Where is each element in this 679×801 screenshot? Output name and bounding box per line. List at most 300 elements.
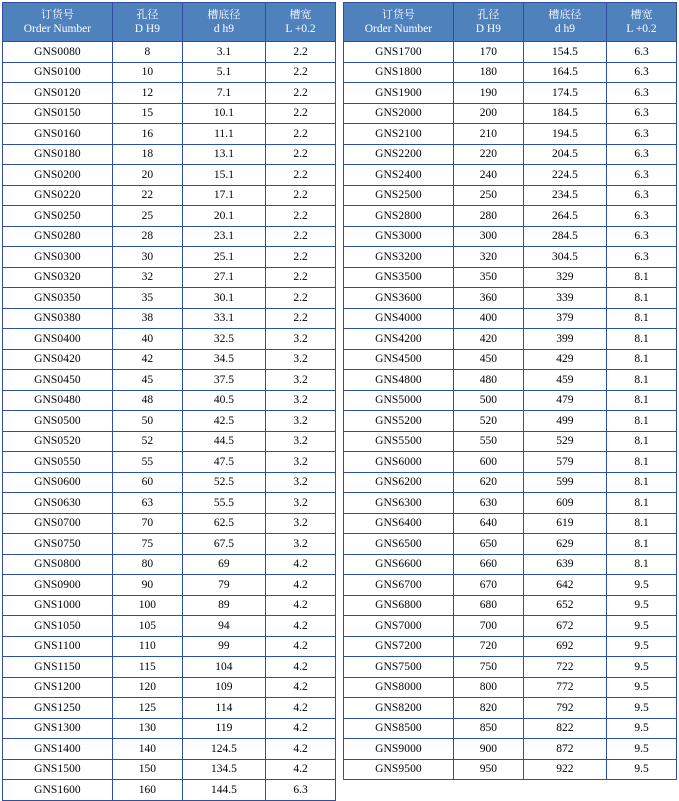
cell-groove-diameter: 922 [523, 759, 606, 780]
cell-bore: 60 [112, 472, 182, 493]
cell-groove-width: 4.2 [266, 739, 336, 760]
cell-order-number: GNS4000 [344, 308, 454, 329]
table-row [344, 534, 677, 555]
cell-groove-diameter: 629 [523, 534, 606, 555]
cell-groove-diameter: 144.5 [182, 780, 265, 801]
cell-order-number: GNS5500 [344, 431, 454, 452]
cell-bore: 450 [453, 349, 523, 370]
table-row [344, 144, 677, 165]
cell-bore: 12 [112, 83, 182, 104]
cell-order-number: GNS4500 [344, 349, 454, 370]
right-table-wrapper [343, 2, 677, 776]
cell-groove-diameter: 40.5 [182, 390, 265, 411]
cell-order-number: GNS0280 [3, 226, 113, 247]
cell-order-number: GNS6800 [344, 595, 454, 616]
table-row [3, 247, 336, 268]
cell-groove-diameter: 184.5 [523, 103, 606, 124]
table-row [3, 636, 336, 657]
spec-table-right [343, 2, 677, 780]
cell-bore: 640 [453, 513, 523, 534]
cell-bore: 820 [453, 698, 523, 719]
cell-groove-diameter: 379 [523, 308, 606, 329]
column-header-bore-cn: 孔径 [477, 7, 500, 21]
cell-groove-diameter: 104 [182, 657, 265, 678]
cell-bore: 660 [453, 554, 523, 575]
cell-groove-diameter: 52.5 [182, 472, 265, 493]
column-header-order-number-en: Order Number [23, 22, 92, 35]
table-row [3, 452, 336, 473]
cell-groove-width: 3.2 [266, 493, 336, 514]
cell-bore: 80 [112, 554, 182, 575]
cell-groove-width: 8.1 [607, 534, 677, 555]
table-row [344, 595, 677, 616]
table-row [344, 575, 677, 596]
cell-groove-diameter: 609 [523, 493, 606, 514]
cell-order-number: GNS1800 [344, 62, 454, 83]
cell-groove-diameter: 722 [523, 657, 606, 678]
table-row [3, 288, 336, 309]
cell-groove-diameter: 47.5 [182, 452, 265, 473]
cell-groove-diameter: 23.1 [182, 226, 265, 247]
cell-groove-diameter: 62.5 [182, 513, 265, 534]
column-header-groove-diameter-cn: 槽底径 [207, 7, 241, 21]
table-row [344, 739, 677, 760]
cell-bore: 22 [112, 185, 182, 206]
cell-groove-diameter: 7.1 [182, 83, 265, 104]
cell-groove-diameter: 25.1 [182, 247, 265, 268]
cell-bore: 40 [112, 329, 182, 350]
cell-groove-width: 9.5 [607, 759, 677, 780]
table-header-row [3, 3, 336, 42]
cell-groove-diameter: 399 [523, 329, 606, 350]
cell-groove-width: 4.2 [266, 636, 336, 657]
cell-groove-width: 3.2 [266, 431, 336, 452]
cell-order-number: GNS0120 [3, 83, 113, 104]
cell-bore: 680 [453, 595, 523, 616]
cell-groove-width: 3.2 [266, 349, 336, 370]
cell-order-number: GNS0750 [3, 534, 113, 555]
cell-bore: 50 [112, 411, 182, 432]
cell-order-number: GNS1200 [3, 677, 113, 698]
table-row [3, 206, 336, 227]
cell-order-number: GNS1600 [3, 780, 113, 801]
cell-groove-diameter: 872 [523, 739, 606, 760]
cell-bore: 240 [453, 165, 523, 186]
cell-groove-diameter: 15.1 [182, 165, 265, 186]
cell-groove-width: 6.3 [607, 206, 677, 227]
cell-bore: 220 [453, 144, 523, 165]
cell-groove-width: 2.2 [266, 206, 336, 227]
cell-groove-width: 2.2 [266, 308, 336, 329]
cell-groove-width: 8.1 [607, 472, 677, 493]
cell-order-number: GNS0420 [3, 349, 113, 370]
cell-order-number: GNS4800 [344, 370, 454, 391]
cell-groove-diameter: 459 [523, 370, 606, 391]
cell-groove-width: 4.2 [266, 698, 336, 719]
cell-bore: 35 [112, 288, 182, 309]
cell-groove-diameter: 119 [182, 718, 265, 739]
cell-bore: 620 [453, 472, 523, 493]
cell-groove-width: 8.1 [607, 513, 677, 534]
cell-groove-width: 9.5 [607, 677, 677, 698]
cell-bore: 75 [112, 534, 182, 555]
cell-order-number: GNS4200 [344, 329, 454, 350]
cell-bore: 140 [112, 739, 182, 760]
table-row [344, 431, 677, 452]
table-row [3, 698, 336, 719]
cell-groove-width: 9.5 [607, 636, 677, 657]
cell-bore: 42 [112, 349, 182, 370]
cell-groove-width: 4.2 [266, 657, 336, 678]
cell-groove-diameter: 164.5 [523, 62, 606, 83]
cell-groove-diameter: 89 [182, 595, 265, 616]
table-row [344, 718, 677, 739]
cell-order-number: GNS0300 [3, 247, 113, 268]
table-row [344, 554, 677, 575]
table-row [3, 349, 336, 370]
cell-order-number: GNS6300 [344, 493, 454, 514]
column-header-order-number-cn: 订货号 [40, 7, 74, 21]
cell-groove-width: 8.1 [607, 431, 677, 452]
cell-bore: 520 [453, 411, 523, 432]
cell-groove-width: 4.2 [266, 759, 336, 780]
cell-groove-width: 2.2 [266, 103, 336, 124]
table-row [3, 124, 336, 145]
cell-bore: 250 [453, 185, 523, 206]
table-row [3, 144, 336, 165]
cell-groove-width: 8.1 [607, 308, 677, 329]
right-table-body [344, 42, 677, 780]
cell-order-number: GNS0320 [3, 267, 113, 288]
cell-order-number: GNS6500 [344, 534, 454, 555]
cell-groove-diameter: 304.5 [523, 247, 606, 268]
table-row [3, 62, 336, 83]
cell-groove-width: 3.2 [266, 411, 336, 432]
table-row [344, 370, 677, 391]
cell-bore: 52 [112, 431, 182, 452]
cell-groove-width: 2.2 [266, 83, 336, 104]
cell-groove-diameter: 234.5 [523, 185, 606, 206]
cell-groove-diameter: 34.5 [182, 349, 265, 370]
cell-groove-diameter: 79 [182, 575, 265, 596]
cell-bore: 160 [112, 780, 182, 801]
cell-bore: 16 [112, 124, 182, 145]
table-row [344, 124, 677, 145]
table-row [344, 185, 677, 206]
cell-bore: 10 [112, 62, 182, 83]
cell-order-number: GNS6000 [344, 452, 454, 473]
cell-groove-diameter: 692 [523, 636, 606, 657]
table-row [3, 759, 336, 780]
cell-order-number: GNS0800 [3, 554, 113, 575]
cell-groove-width: 2.2 [266, 144, 336, 165]
table-row [3, 472, 336, 493]
cell-groove-width: 8.1 [607, 554, 677, 575]
table-row [344, 267, 677, 288]
cell-groove-diameter: 94 [182, 616, 265, 637]
table-row [3, 431, 336, 452]
cell-bore: 100 [112, 595, 182, 616]
cell-groove-diameter: 42.5 [182, 411, 265, 432]
cell-bore: 350 [453, 267, 523, 288]
cell-groove-diameter: 134.5 [182, 759, 265, 780]
cell-groove-width: 3.2 [266, 534, 336, 555]
cell-order-number: GNS6700 [344, 575, 454, 596]
cell-groove-width: 3.2 [266, 513, 336, 534]
table-row [344, 62, 677, 83]
cell-groove-diameter: 13.1 [182, 144, 265, 165]
column-header-bore-en: D H9 [475, 22, 501, 35]
cell-bore: 70 [112, 513, 182, 534]
table-row [344, 636, 677, 657]
cell-bore: 115 [112, 657, 182, 678]
cell-groove-width: 2.2 [266, 165, 336, 186]
cell-groove-diameter: 55.5 [182, 493, 265, 514]
table-row [344, 759, 677, 780]
cell-groove-width: 2.2 [266, 226, 336, 247]
cell-groove-diameter: 792 [523, 698, 606, 719]
cell-groove-width: 6.3 [607, 247, 677, 268]
cell-order-number: GNS6400 [344, 513, 454, 534]
cell-groove-diameter: 20.1 [182, 206, 265, 227]
column-header-bore-cn: 孔径 [136, 7, 159, 21]
cell-bore: 550 [453, 431, 523, 452]
cell-order-number: GNS8500 [344, 718, 454, 739]
cell-groove-diameter: 27.1 [182, 267, 265, 288]
cell-groove-width: 6.3 [607, 62, 677, 83]
cell-order-number: GNS0150 [3, 103, 113, 124]
cell-groove-width: 2.2 [266, 42, 336, 63]
cell-groove-width: 9.5 [607, 739, 677, 760]
cell-order-number: GNS0630 [3, 493, 113, 514]
cell-groove-width: 2.2 [266, 267, 336, 288]
column-header-groove-diameter [182, 3, 265, 42]
cell-groove-diameter: 204.5 [523, 144, 606, 165]
cell-bore: 750 [453, 657, 523, 678]
cell-order-number: GNS0480 [3, 390, 113, 411]
table-row [344, 83, 677, 104]
cell-groove-width: 8.1 [607, 370, 677, 391]
cell-groove-width: 9.5 [607, 595, 677, 616]
cell-groove-diameter: 67.5 [182, 534, 265, 555]
cell-groove-diameter: 69 [182, 554, 265, 575]
cell-groove-width: 3.2 [266, 472, 336, 493]
table-row [3, 267, 336, 288]
column-header-groove-width-cn: 槽宽 [630, 7, 653, 21]
cell-order-number: GNS1500 [3, 759, 113, 780]
table-row [3, 185, 336, 206]
cell-groove-width: 9.5 [607, 575, 677, 596]
cell-order-number: GNS9500 [344, 759, 454, 780]
cell-bore: 170 [453, 42, 523, 63]
cell-bore: 25 [112, 206, 182, 227]
table-row [3, 83, 336, 104]
table-row [3, 616, 336, 637]
cell-groove-diameter: 32.5 [182, 329, 265, 350]
cell-groove-width: 6.3 [607, 42, 677, 63]
cell-groove-diameter: 3.1 [182, 42, 265, 63]
table-row [3, 513, 336, 534]
table-row [3, 657, 336, 678]
cell-groove-width: 8.1 [607, 329, 677, 350]
cell-order-number: GNS3600 [344, 288, 454, 309]
cell-groove-width: 6.3 [607, 103, 677, 124]
table-row [344, 390, 677, 411]
cell-order-number: GNS2400 [344, 165, 454, 186]
cell-groove-diameter: 822 [523, 718, 606, 739]
cell-groove-diameter: 10.1 [182, 103, 265, 124]
cell-bore: 900 [453, 739, 523, 760]
table-row [344, 411, 677, 432]
cell-order-number: GNS2800 [344, 206, 454, 227]
cell-groove-width: 6.3 [266, 780, 336, 801]
cell-bore: 420 [453, 329, 523, 350]
cell-groove-width: 2.2 [266, 62, 336, 83]
table-row [3, 329, 336, 350]
cell-order-number: GNS1250 [3, 698, 113, 719]
cell-bore: 63 [112, 493, 182, 514]
cell-groove-width: 2.2 [266, 247, 336, 268]
cell-order-number: GNS1050 [3, 616, 113, 637]
cell-order-number: GNS3500 [344, 267, 454, 288]
cell-groove-width: 3.2 [266, 390, 336, 411]
column-header-groove-width [607, 3, 677, 42]
cell-bore: 200 [453, 103, 523, 124]
cell-bore: 32 [112, 267, 182, 288]
cell-groove-diameter: 33.1 [182, 308, 265, 329]
cell-groove-diameter: 109 [182, 677, 265, 698]
column-header-bore [112, 3, 182, 42]
cell-groove-diameter: 17.1 [182, 185, 265, 206]
cell-groove-width: 9.5 [607, 616, 677, 637]
table-row [344, 698, 677, 719]
left-table-body [3, 42, 336, 801]
cell-groove-diameter: 224.5 [523, 165, 606, 186]
table-row [3, 370, 336, 391]
column-header-groove-diameter [523, 3, 606, 42]
cell-order-number: GNS0220 [3, 185, 113, 206]
table-row [3, 575, 336, 596]
table-row [3, 677, 336, 698]
cell-bore: 300 [453, 226, 523, 247]
cell-bore: 480 [453, 370, 523, 391]
cell-order-number: GNS0450 [3, 370, 113, 391]
cell-order-number: GNS6600 [344, 554, 454, 575]
cell-order-number: GNS0500 [3, 411, 113, 432]
cell-groove-diameter: 429 [523, 349, 606, 370]
cell-order-number: GNS0400 [3, 329, 113, 350]
cell-order-number: GNS0180 [3, 144, 113, 165]
cell-groove-diameter: 174.5 [523, 83, 606, 104]
cell-groove-diameter: 599 [523, 472, 606, 493]
cell-bore: 180 [453, 62, 523, 83]
cell-groove-diameter: 11.1 [182, 124, 265, 145]
column-header-groove-width-en: L +0.2 [285, 22, 316, 35]
table-row [344, 247, 677, 268]
cell-groove-diameter: 264.5 [523, 206, 606, 227]
cell-order-number: GNS1400 [3, 739, 113, 760]
cell-groove-diameter: 619 [523, 513, 606, 534]
cell-bore: 28 [112, 226, 182, 247]
cell-groove-diameter: 5.1 [182, 62, 265, 83]
table-row [344, 288, 677, 309]
table-row [3, 411, 336, 432]
cell-bore: 15 [112, 103, 182, 124]
table-row [3, 493, 336, 514]
table-row [3, 308, 336, 329]
cell-groove-diameter: 499 [523, 411, 606, 432]
table-row [344, 616, 677, 637]
cell-groove-diameter: 642 [523, 575, 606, 596]
cell-groove-width: 2.2 [266, 124, 336, 145]
cell-order-number: GNS6200 [344, 472, 454, 493]
cell-groove-width: 9.5 [607, 698, 677, 719]
cell-order-number: GNS1100 [3, 636, 113, 657]
cell-bore: 190 [453, 83, 523, 104]
cell-groove-width: 4.2 [266, 595, 336, 616]
cell-order-number: GNS0250 [3, 206, 113, 227]
cell-bore: 600 [453, 452, 523, 473]
cell-groove-width: 6.3 [607, 83, 677, 104]
cell-groove-diameter: 114 [182, 698, 265, 719]
cell-bore: 500 [453, 390, 523, 411]
cell-bore: 210 [453, 124, 523, 145]
cell-bore: 400 [453, 308, 523, 329]
cell-order-number: GNS1150 [3, 657, 113, 678]
table-row [344, 165, 677, 186]
cell-bore: 670 [453, 575, 523, 596]
cell-order-number: GNS2000 [344, 103, 454, 124]
cell-groove-diameter: 154.5 [523, 42, 606, 63]
cell-groove-width: 9.5 [607, 718, 677, 739]
table-row [3, 554, 336, 575]
cell-bore: 120 [112, 677, 182, 698]
cell-groove-diameter: 44.5 [182, 431, 265, 452]
cell-bore: 30 [112, 247, 182, 268]
cell-groove-width: 2.2 [266, 185, 336, 206]
cell-bore: 55 [112, 452, 182, 473]
table-row [344, 472, 677, 493]
cell-groove-width: 6.3 [607, 124, 677, 145]
column-header-order-number [344, 3, 454, 42]
cell-order-number: GNS8200 [344, 698, 454, 719]
column-header-order-number-en: Order Number [364, 22, 433, 35]
cell-groove-diameter: 284.5 [523, 226, 606, 247]
cell-order-number: GNS0520 [3, 431, 113, 452]
cell-bore: 90 [112, 575, 182, 596]
cell-order-number: GNS0600 [3, 472, 113, 493]
cell-order-number: GNS2500 [344, 185, 454, 206]
table-row [344, 329, 677, 350]
cell-bore: 38 [112, 308, 182, 329]
cell-bore: 125 [112, 698, 182, 719]
cell-order-number: GNS7500 [344, 657, 454, 678]
column-header-bore [453, 3, 523, 42]
cell-order-number: GNS1300 [3, 718, 113, 739]
cell-groove-diameter: 639 [523, 554, 606, 575]
cell-groove-width: 3.2 [266, 329, 336, 350]
cell-order-number: GNS2200 [344, 144, 454, 165]
cell-bore: 45 [112, 370, 182, 391]
table-row [3, 739, 336, 760]
table-row [344, 513, 677, 534]
cell-groove-width: 4.2 [266, 677, 336, 698]
cell-order-number: GNS3200 [344, 247, 454, 268]
cell-bore: 950 [453, 759, 523, 780]
cell-order-number: GNS7200 [344, 636, 454, 657]
cell-order-number: GNS1000 [3, 595, 113, 616]
cell-order-number: GNS7000 [344, 616, 454, 637]
